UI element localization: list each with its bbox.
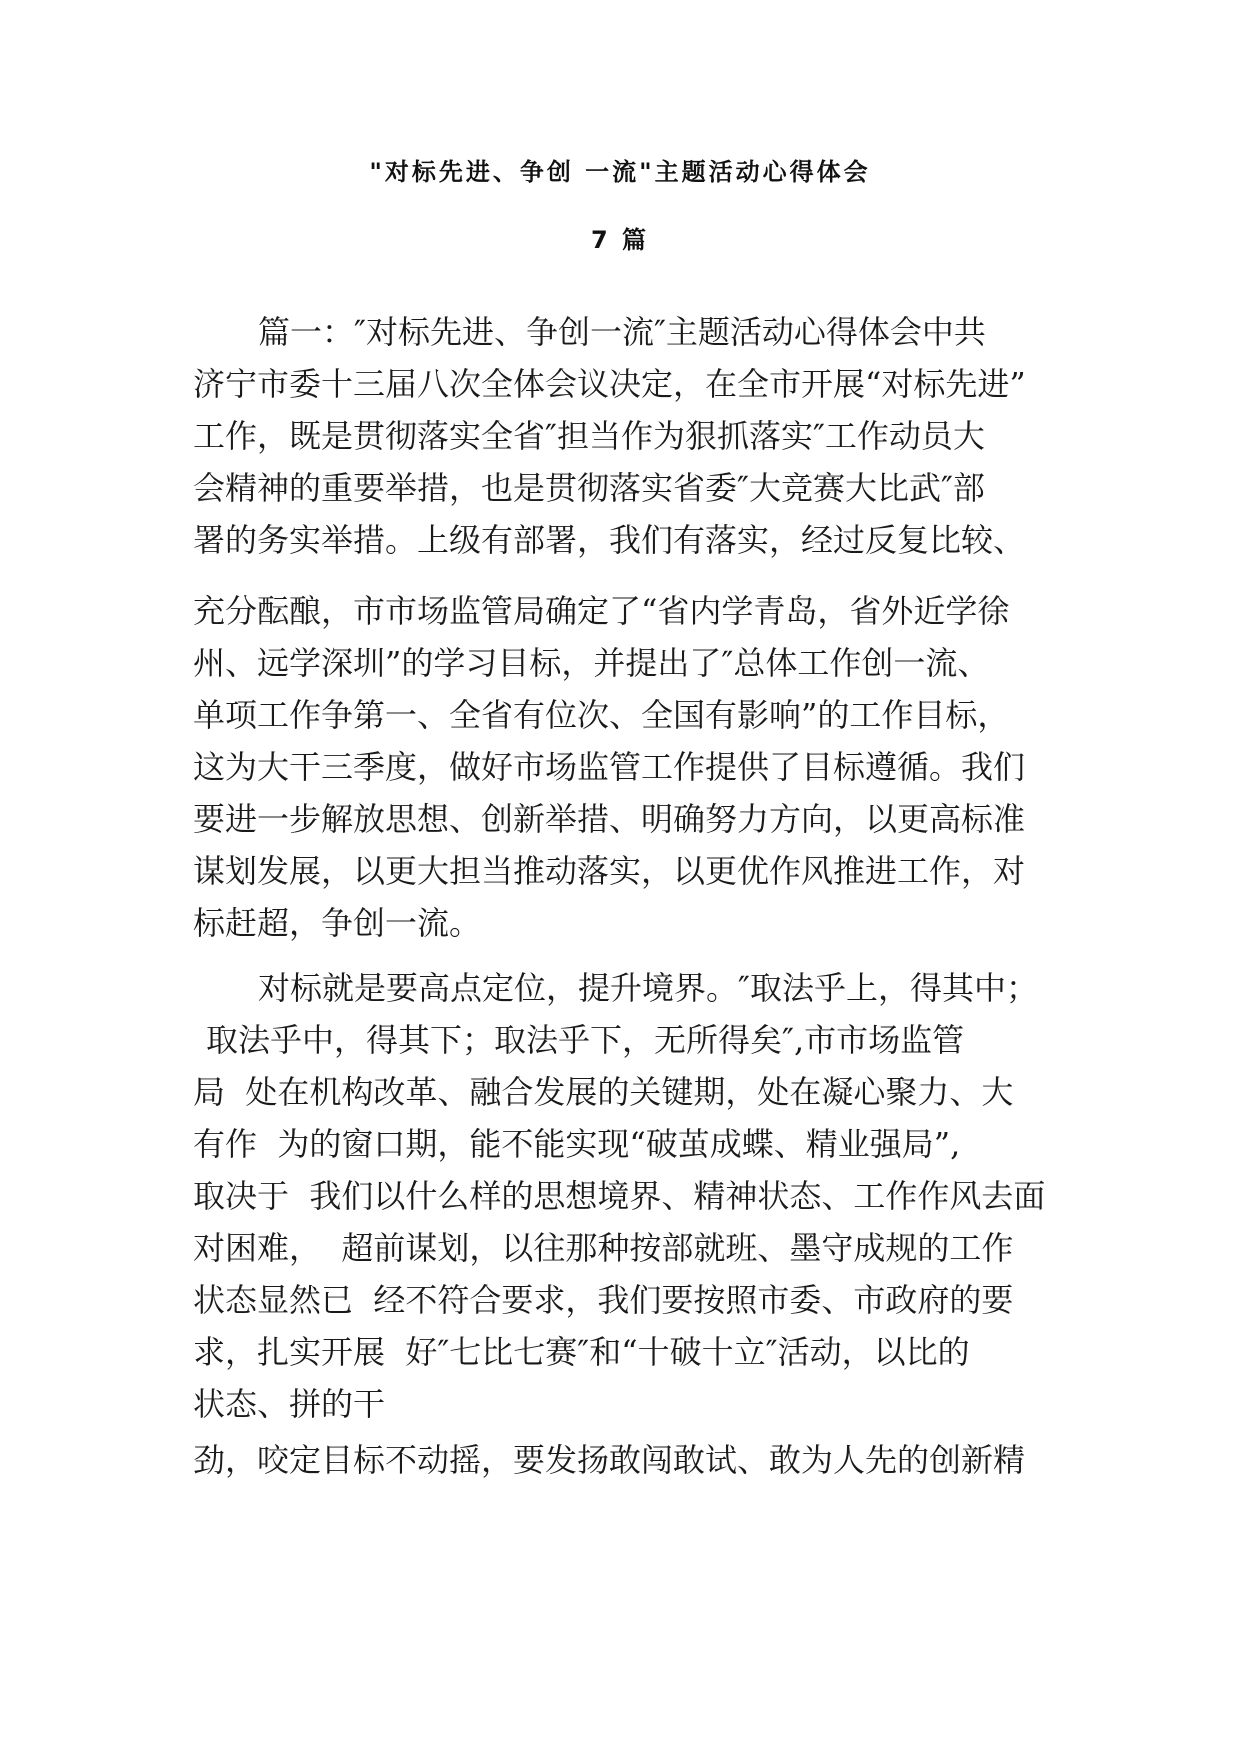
- paragraph-line: 会精神的重要举措，也是贯彻落实省委″大竞赛大比武″部: [193, 469, 985, 507]
- paragraph-line: 状态显然已 经不符合要求，我们要按照市委、市政府的要: [193, 1281, 1014, 1319]
- paragraph-line: 要进一步解放思想、创新举措、明确努力方向，以更高标准: [193, 800, 1026, 838]
- paragraph-line: 篇一：″对标先进、争创一流″主题活动心得体会中共: [258, 313, 986, 351]
- document-title-line-1: "对标先进、争创 一流"主题活动心得体会: [369, 158, 871, 186]
- paragraph-line: 谋划发展，以更大担当推动落实，以更优作风推进工作，对: [193, 852, 1026, 890]
- paragraph-line: 充分酝酿，市市场监管局确定了“省内学青岛，省外近学徐: [193, 592, 1010, 630]
- paragraph-line: 求，扎实开展 好″七比七赛″和“十破十立″活动，以比的: [193, 1333, 970, 1371]
- paragraph-line: 劲，咬定目标不动摇，要发扬敢闯敢试、敢为人先的创新精: [193, 1441, 1026, 1479]
- paragraph-line: 署的务实举措。上级有部署，我们有落实，经过反复比较、: [193, 521, 1026, 559]
- paragraph-line: 济宁市委十三届八次全体会议决定，在全市开展“对标先进”: [193, 365, 1026, 403]
- paragraph-line: 这为大干三季度，做好市场监管工作提供了目标遵循。我们: [193, 748, 1026, 786]
- paragraph-line: 单项工作争第一、全省有位次、全国有影响”的工作目标，: [193, 696, 1010, 734]
- paragraph-line: 取决于 我们以什么样的思想境界、精神状态、工作作风去面: [193, 1177, 1046, 1215]
- paragraph-line: 有作 为的窗口期，能不能实现“破茧成蝶、精业强局”,: [193, 1125, 961, 1163]
- paragraph-line: 局 处在机构改革、融合发展的关键期，处在凝心聚力、大: [193, 1073, 1014, 1111]
- paragraph-line: 州、远学深圳”的学习目标，并提出了″总体工作创一流、: [193, 644, 990, 682]
- paragraph-line: 状态、拼的干: [193, 1385, 386, 1423]
- paragraph-line: 工作，既是贯彻落实全省″担当作为狠抓落实″工作动员大: [193, 417, 985, 455]
- paragraph-line: 对困难， 超前谋划，以往那种按部就班、墨守成规的工作: [193, 1229, 1014, 1267]
- paragraph-line: 取法乎中，得其下；取法乎下，无所得矣″,市市场监管: [206, 1021, 965, 1059]
- paragraph-line: 标赶超，争创一流。: [193, 904, 482, 942]
- paragraph-line: 对标就是要高点定位，提升境界。″取法乎上，得其中；: [258, 969, 1038, 1007]
- document-title-line-2: 7 篇: [590, 226, 650, 254]
